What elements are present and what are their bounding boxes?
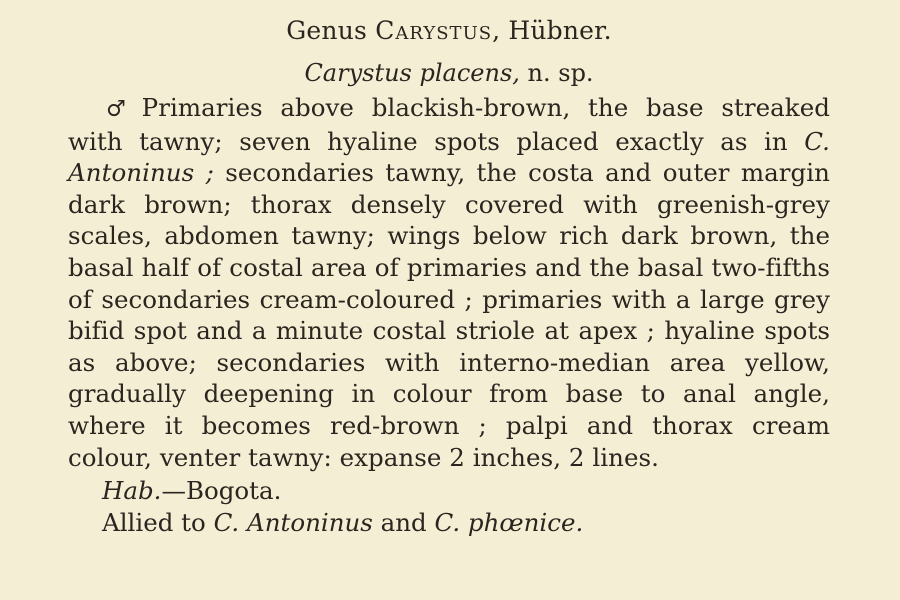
description-part-2: secondaries tawny, the costa and outer margin dark brown; thorax densely covered with greenish-grey scales, abdomen tawny; wings below rich dark brown, the basal half of costal area of primaries and the basal two-fifths of secondaries cream-coloured ; primaries with a large grey bifid spot and a minute costal striole at apex ; hyaline spots as above; secondaries with interno-median area yellow, gradually deepening in colour from base to anal angle, where it becomes red-brown ; palpi and thorax cream colour, venter tawny: expanse 2 inches, 2 lines. [68,158,831,472]
species-suffix: n. sp. [519,59,594,87]
allied-middle: and [372,508,435,538]
description-reference-1: C. Antoninus ; [68,126,830,188]
allied-species-1: C. Antoninus [213,508,373,538]
male-symbol-icon: ♂ [106,97,136,122]
genus-prefix: Genus [286,16,376,45]
habitat-value: —Bogota. [161,476,282,506]
allied-species-2: C. phœnice. [434,508,584,538]
species-description [68,92,830,473]
genus-heading [68,14,830,48]
species-name: Carystus placens, [304,59,520,87]
habitat-line [102,475,830,507]
species-heading [68,58,830,88]
genus-name: Carystus [375,16,493,45]
description-part-1: Primaries above blackish-brown, the base streaked with tawny; seven hyaline spots placed exactly as in [68,93,830,156]
allied-prefix: Allied to [102,508,214,538]
allied-line [102,507,830,539]
genus-author: , Hübner. [492,16,612,45]
habitat-label: Hab. [102,476,162,506]
